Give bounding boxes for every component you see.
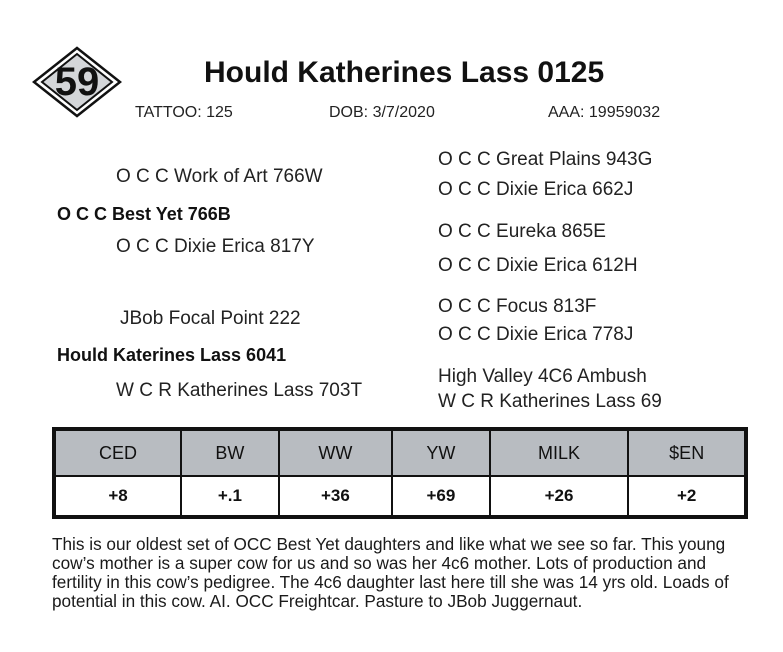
aaa-info: AAA: 19959032 (548, 104, 661, 121)
epd-header-ced: CED (55, 430, 181, 476)
epd-header-yw: YW (392, 430, 490, 476)
pedigree-sire-dam-dam: O C C Dixie Erica 612H (438, 255, 638, 276)
pedigree-dam-sire-dam: O C C Dixie Erica 778J (438, 324, 634, 345)
epd-value-bw: +.1 (181, 476, 279, 516)
dob-info: DOB: 3/7/2020 (329, 104, 435, 121)
pedigree-sire-sire: O C C Work of Art 766W (116, 166, 323, 187)
pedigree-dam-dam-sire: High Valley 4C6 Ambush (438, 366, 647, 387)
epd-header-milk: MILK (490, 430, 629, 476)
epd-header-row (55, 430, 745, 476)
page-title: Hould Katherines Lass 0125 (204, 56, 605, 89)
description-text: This is our oldest set of OCC Best Yet daughters and like what we see so far. This young cow’s mother is a super cow for us and so was her 4c6 mother. Lots of production and fertility in this cow’s pedigree. The 4c6 daughter last here till she was 14 yrs old. Loads of potential in this cow. AI. OCC Freightcar. Pasture to JBob Juggernaut. (52, 534, 729, 611)
tattoo-info: TATTOO: 125 (135, 104, 233, 121)
epd-value-milk: +26 (490, 476, 629, 516)
epd-header-ww: WW (279, 430, 392, 476)
epd-value-yw: +69 (392, 476, 490, 516)
pedigree-sire: O C C Best Yet 766B (57, 204, 231, 224)
epd-value-en: +2 (628, 476, 745, 516)
pedigree-sire-dam-sire: O C C Eureka 865E (438, 221, 606, 242)
pedigree-sire-sire-sire: O C C Great Plains 943G (438, 149, 653, 170)
pedigree-sire-sire-dam: O C C Dixie Erica 662J (438, 179, 634, 200)
epd-header-bw: BW (181, 430, 279, 476)
epd-value-row (55, 476, 745, 516)
pedigree-sire-dam: O C C Dixie Erica 817Y (116, 236, 315, 257)
pedigree-dam-dam-dam: W C R Katherines Lass 69 (438, 391, 662, 412)
lot-number: 59 (54, 59, 100, 104)
epd-value-ww: +36 (279, 476, 392, 516)
pedigree-dam-sire: JBob Focal Point 222 (120, 308, 301, 329)
pedigree-dam-dam: W C R Katherines Lass 703T (116, 380, 363, 401)
epd-value-ced: +8 (55, 476, 181, 516)
pedigree-dam: Hould Katerines Lass 6041 (57, 345, 287, 365)
epd-table (52, 427, 748, 519)
epd-header-en: $EN (628, 430, 745, 476)
pedigree-dam-sire-sire: O C C Focus 813F (438, 296, 597, 317)
